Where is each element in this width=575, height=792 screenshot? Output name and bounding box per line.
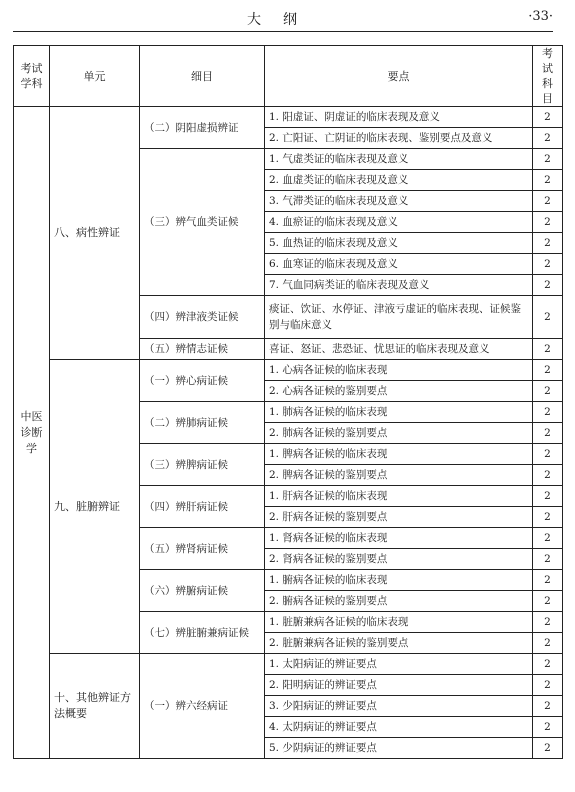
score-cell: 2	[533, 444, 563, 465]
detail-cell: （一）辨六经病证	[140, 654, 265, 759]
table-row	[14, 360, 563, 381]
point-cell: 5. 少阴病证的辨证要点	[265, 738, 533, 759]
score-cell: 2	[533, 128, 563, 149]
detail-cell: （五）辨肾病证候	[140, 528, 265, 570]
score-cell: 2	[533, 549, 563, 570]
point-cell: 3. 少阳病证的辨证要点	[265, 696, 533, 717]
detail-cell: （二）阴阳虚损辨证	[140, 107, 265, 149]
header-detail: 细目	[140, 46, 265, 107]
score-cell: 2	[533, 423, 563, 444]
unit-cell: 九、脏腑辨证	[50, 360, 140, 654]
point-cell: 6. 血寒证的临床表现及意义	[265, 254, 533, 275]
point-cell: 1. 心病各证候的临床表现	[265, 360, 533, 381]
detail-cell: （七）辨脏腑兼病证候	[140, 612, 265, 654]
point-cell: 2. 脾病各证候的鉴别要点	[265, 465, 533, 486]
header-rule	[13, 31, 553, 32]
point-cell: 2. 肝病各证候的鉴别要点	[265, 507, 533, 528]
score-cell: 2	[533, 149, 563, 170]
point-cell: 1. 肾病各证候的临床表现	[265, 528, 533, 549]
point-cell: 2. 脏腑兼病各证候的鉴别要点	[265, 633, 533, 654]
syllabus-table	[13, 45, 563, 759]
point-cell: 喜证、怒证、悲恐证、忧思证的临床表现及意义	[265, 339, 533, 360]
subject-cell: 中医诊断学	[14, 107, 50, 759]
score-cell: 2	[533, 612, 563, 633]
point-cell: 2. 肺病各证候的鉴别要点	[265, 423, 533, 444]
score-cell: 2	[533, 570, 563, 591]
score-cell: 2	[533, 275, 563, 296]
header-subject: 考试学科	[14, 46, 50, 107]
score-cell: 2	[533, 360, 563, 381]
score-cell: 2	[533, 675, 563, 696]
point-cell: 2. 亡阳证、亡阴证的临床表现、鉴别要点及意义	[265, 128, 533, 149]
score-cell: 2	[533, 738, 563, 759]
point-cell: 2. 肾病各证候的鉴别要点	[265, 549, 533, 570]
page-title: 大纲	[247, 12, 319, 28]
detail-cell: （三）辨脾病证候	[140, 444, 265, 486]
score-cell: 2	[533, 654, 563, 675]
detail-cell: （一）辨心病证候	[140, 360, 265, 402]
point-cell: 1. 腑病各证候的临床表现	[265, 570, 533, 591]
point-cell: 2. 腑病各证候的鉴别要点	[265, 591, 533, 612]
score-cell: 2	[533, 402, 563, 423]
detail-cell: （二）辨肺病证候	[140, 402, 265, 444]
detail-cell: （四）辨津液类证候	[140, 296, 265, 339]
score-cell: 2	[533, 696, 563, 717]
score-cell: 2	[533, 717, 563, 738]
point-cell: 2. 心病各证候的鉴别要点	[265, 381, 533, 402]
point-cell: 3. 气滞类证的临床表现及意义	[265, 191, 533, 212]
point-cell: 2. 阳明病证的辨证要点	[265, 675, 533, 696]
detail-cell: （三）辨气血类证候	[140, 149, 265, 296]
table-header-row	[14, 46, 563, 107]
point-cell: 4. 太阴病证的辨证要点	[265, 717, 533, 738]
header-unit: 单元	[50, 46, 140, 107]
score-cell: 2	[533, 212, 563, 233]
point-cell: 1. 肺病各证候的临床表现	[265, 402, 533, 423]
point-cell: 1. 气虚类证的临床表现及意义	[265, 149, 533, 170]
header-points: 要点	[265, 46, 533, 107]
page-number: ·33·	[528, 9, 553, 24]
score-cell: 2	[533, 528, 563, 549]
point-cell: 痰证、饮证、水停证、津液亏虚证的临床表现、证候鉴别与临床意义	[265, 296, 533, 339]
unit-cell: 十、其他辨证方法概要	[50, 654, 140, 759]
score-cell: 2	[533, 191, 563, 212]
header-score: 考试科目	[533, 46, 563, 107]
point-cell: 1. 肝病各证候的临床表现	[265, 486, 533, 507]
point-cell: 1. 脾病各证候的临床表现	[265, 444, 533, 465]
point-cell: 1. 脏腑兼病各证候的临床表现	[265, 612, 533, 633]
score-cell: 2	[533, 381, 563, 402]
table-body	[14, 107, 563, 759]
page-header	[13, 4, 553, 32]
score-cell: 2	[533, 591, 563, 612]
point-cell: 4. 血瘀证的临床表现及意义	[265, 212, 533, 233]
score-cell: 2	[533, 507, 563, 528]
point-cell: 2. 血虚类证的临床表现及意义	[265, 170, 533, 191]
point-cell: 1. 太阳病证的辨证要点	[265, 654, 533, 675]
score-cell: 2	[533, 633, 563, 654]
score-cell: 2	[533, 486, 563, 507]
detail-cell: （六）辨腑病证候	[140, 570, 265, 612]
unit-cell: 八、病性辨证	[50, 107, 140, 360]
table-row	[14, 107, 563, 128]
table-row	[14, 654, 563, 675]
score-cell: 2	[533, 296, 563, 339]
score-cell: 2	[533, 233, 563, 254]
detail-cell: （四）辨肝病证候	[140, 486, 265, 528]
point-cell: 7. 气血同病类证的临床表现及意义	[265, 275, 533, 296]
score-cell: 2	[533, 170, 563, 191]
score-cell: 2	[533, 465, 563, 486]
detail-cell: （五）辨情志证候	[140, 339, 265, 360]
score-cell: 2	[533, 107, 563, 128]
point-cell: 5. 血热证的临床表现及意义	[265, 233, 533, 254]
point-cell: 1. 阳虚证、阴虚证的临床表现及意义	[265, 107, 533, 128]
score-cell: 2	[533, 254, 563, 275]
score-cell: 2	[533, 339, 563, 360]
